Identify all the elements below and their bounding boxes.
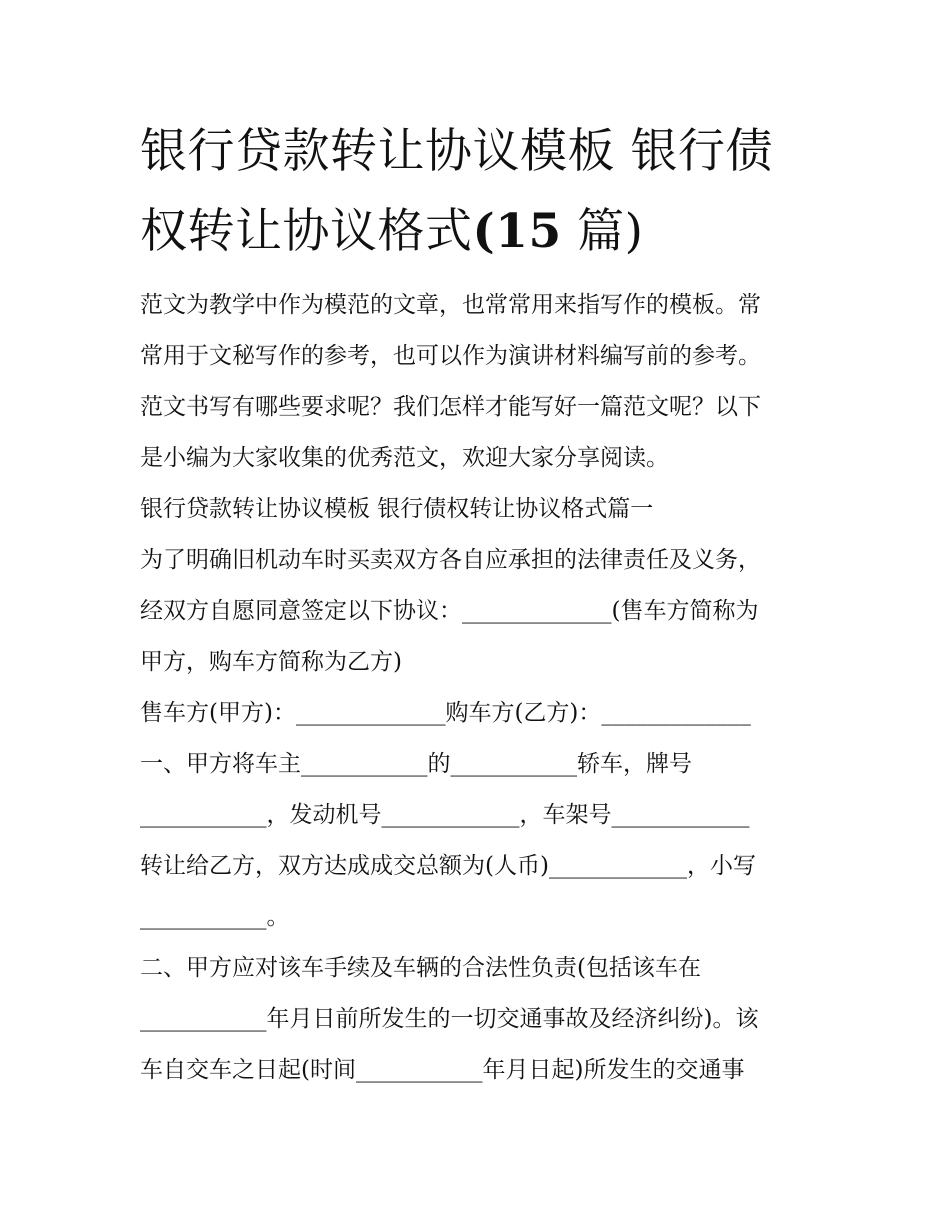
intro-line-4: 是小编为大家收集的优秀范文，欢迎大家分享阅读。 [140,445,669,471]
body-line-3: 甲方，购车方简称为乙方) [140,649,402,675]
body-line-6: ___________，发动机号____________，车架号____________ [140,802,750,828]
body-line-9: 二、甲方应对该车手续及车辆的合法性负责(包括该车在 [140,955,701,981]
intro-line-1: 范文为教学中作为模范的文章，也常常用来指写作的模板。常 [140,292,761,318]
body-line-1: 为了明确旧机动车时买卖双方各自应承担的法律责任及义务， [140,547,761,573]
body-line-4: 售车方(甲方)：_____________购车方(乙方)：_____________ [140,700,751,726]
section-heading: 银行贷款转让协议模板 银行债权转让协议格式篇一 [140,496,654,522]
title-line-2-number: (15 [472,204,562,259]
title-line-2 [140,204,643,259]
body-line-11: 车自交车之日起(时间___________年月日起)所发生的交通事 [140,1057,745,1083]
body-line-7: 转让给乙方，双方达成成交总额为(人币)____________，小写 [140,853,756,879]
body-line-8: ___________。 [140,904,290,930]
title-line-2-text: 权转让协议格式 [140,204,473,259]
document-page [140,112,820,1096]
body-line-5: 一、甲方将车主___________的___________轿车，牌号 [140,751,692,777]
title-line-2-suffix: 篇) [561,204,644,259]
body-line-2: 经双方自愿同意签定以下协议：_____________(售车方简称为 [140,598,759,624]
document-title [140,112,820,272]
body-line-10: ___________年月日前所发生的一切交通事故及经济纠纷)。该 [140,1006,759,1032]
intro-line-2: 常用于文秘写作的参考，也可以作为演讲材料编写前的参考。 [140,343,761,369]
title-line-1: 银行贷款转让协议模板 银行债 [140,124,773,179]
intro-line-3: 范文书写有哪些要求呢？我们怎样才能写好一篇范文呢？以下 [140,394,761,420]
